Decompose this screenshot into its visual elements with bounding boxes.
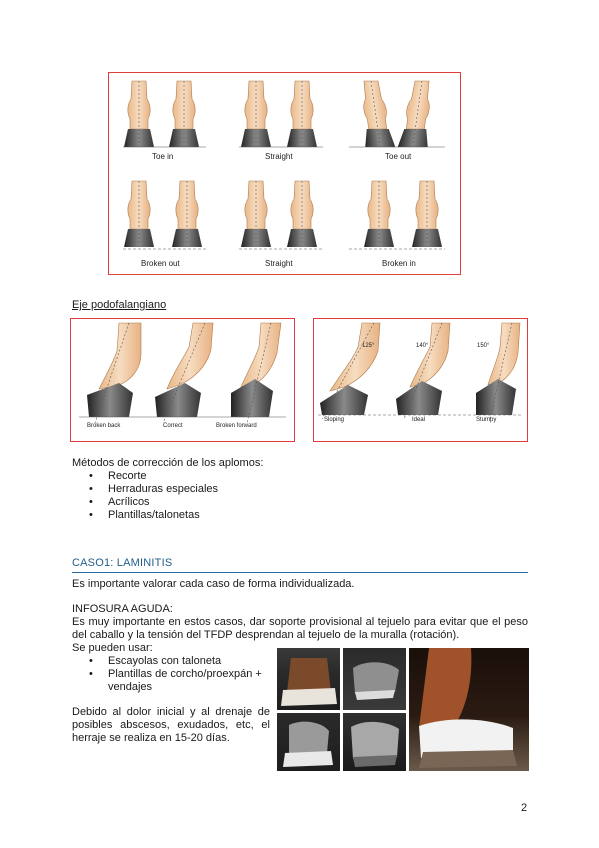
front-limb-drawings: [109, 73, 460, 274]
page-number: 2: [521, 802, 528, 814]
caption-broken-back: Broken back: [87, 423, 121, 429]
leg-toe-in-left: [124, 81, 154, 149]
leg-straight2-left: [241, 181, 271, 249]
closing-paragraph: Debido al dolor inicial y al drenaje de posibles abscesos, exudados, etc, el herraje se realiza en 15-20 días.: [72, 706, 270, 744]
options-list: [72, 655, 272, 694]
list-item: • Escayolas con taloneta: [72, 655, 272, 668]
can-use-label: Se pueden usar:: [72, 642, 153, 654]
caption-broken-in: Broken in: [382, 259, 416, 268]
hoof-angle-figure-right: [313, 318, 528, 442]
photo-hoof-pad-2: [277, 713, 340, 771]
caption-broken-forward: Broken forward: [216, 423, 257, 429]
caption-stumpy: Stumpy: [476, 417, 497, 423]
leg-broken-out-right: [172, 181, 202, 249]
list-item: • Recorte: [72, 470, 218, 483]
list-item: • Herraduras especiales: [72, 483, 218, 496]
case-paragraph: Es muy importante en estos casos, dar soporte provisional al tejuelo para evitar que el peso del caballo y la tensión del TFDP desprendan al tejuelo de la muralla (rotación).: [72, 616, 528, 641]
leg-broken-in-right: [412, 181, 442, 249]
caption-straight-1: Straight: [265, 152, 293, 161]
hoof-stumpy: [476, 323, 520, 419]
case-heading: CASO1: LAMINITIS: [72, 557, 173, 569]
front-limb-alignment-figure: [108, 72, 461, 275]
photo-cast-with-wedge: [277, 648, 340, 710]
photo-hoof-pad-3: [343, 713, 406, 771]
caption-sloping: Sloping: [324, 417, 345, 423]
methods-list: [72, 470, 218, 522]
leg-toe-out-right: [397, 81, 437, 149]
hoof-correct: [155, 323, 213, 423]
caption-correct: Correct: [163, 423, 183, 429]
hoof-ideal: [396, 323, 450, 419]
leg-straight-left: [241, 81, 271, 149]
caption-toe-out: Toe out: [385, 152, 412, 161]
leg-straight2-right: [287, 181, 317, 249]
case-subtitle: INFOSURA AGUDA:: [72, 603, 173, 615]
caption-toe-in: Toe in: [152, 152, 174, 161]
angle-140: 140°: [416, 343, 429, 349]
caption-ideal: Ideal: [412, 417, 426, 423]
caption-broken-out: Broken out: [141, 259, 180, 268]
methods-intro: Métodos de corrección de los aplomos:: [72, 457, 264, 469]
heading-rule: [72, 572, 528, 573]
photo-hoof-pad-1: [343, 648, 406, 710]
leg-toe-out-left: [356, 81, 396, 149]
list-item: • Plantillas de corcho/proexpán + vendajes: [72, 668, 272, 694]
list-item: • Acrílicos: [72, 496, 218, 509]
hoof-broken-back: [87, 323, 141, 423]
leg-toe-in-right: [169, 81, 199, 149]
section-axis-label: Eje podofalangiano: [72, 299, 167, 311]
hoof-sloping: [320, 323, 380, 419]
leg-straight-right: [287, 81, 317, 149]
photo-horse-leg-bandage: [409, 648, 529, 771]
hoof-broken-forward: [231, 323, 281, 423]
angle-150: 150°: [477, 343, 490, 349]
list-item: • Plantillas/talonetas: [72, 509, 218, 522]
angle-125: 125°: [362, 343, 375, 349]
case-lead: Es importante valorar cada caso de forma individualizada.: [72, 578, 355, 590]
leg-broken-out-left: [124, 181, 154, 249]
hoof-axis-figure-left: [70, 318, 295, 442]
leg-broken-in-left: [364, 181, 394, 249]
caption-straight-2: Straight: [265, 259, 293, 268]
